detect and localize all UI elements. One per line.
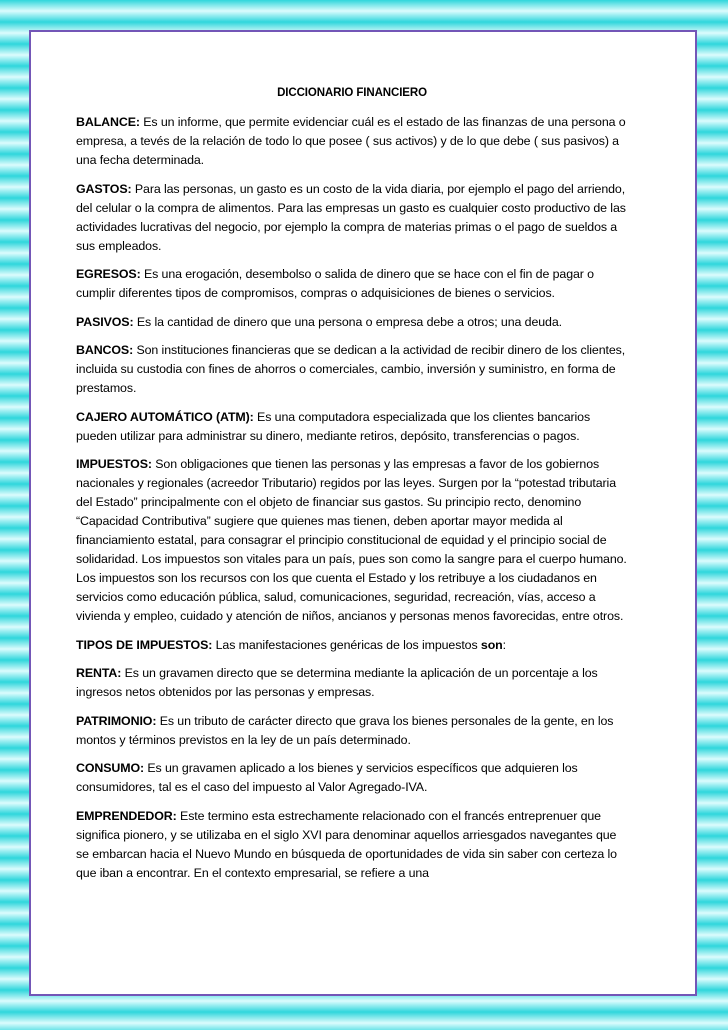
entry-renta (76, 664, 628, 702)
entry-definition: Son obligaciones que tienen las personas y las empresas a favor de los gobiernos nacionales y regionales (acreedor Tributario) regidos por las leyes. Surgen por la “potestad tributaria del Estado” principalmente con el objeto de financiar sus gastos. Su principio recto, denomino “Capacidad Contributiva” sugiere que quienes mas tienen, deben aportar mayor medida al financiamiento estatal, para consagrar el principio constitucional de equidad y el principio social de solidaridad. Los impuestos son vitales para un país, pues son como la sangre para el cuerpo humano. Los impuestos son los recursos con los que cuenta el Estado y los retribuye a los ciudadanos en servicios como educación pública, salud, comunicaciones, seguridad, recreación, vías, acceso a vivienda y empleo, cuidado y atención de niños, ancianos y personas menos favorecidas, entre otros. (76, 457, 627, 623)
entry-tipos-de-impuestos (76, 636, 628, 655)
entry-tail: : (502, 637, 506, 652)
entry-term: GASTOS: (76, 181, 132, 196)
entry-term: CAJERO AUTOMÁTICO (ATM): (76, 409, 254, 424)
entry-pasivos (76, 313, 628, 332)
entry-term: BANCOS: (76, 343, 134, 357)
entry-definition: Es una erogación, desembolso o salida de dinero que se hace con el fin de pagar o cumplir diferentes tipos de compromisos, compras o adquisiciones de bienes o servicios. (76, 267, 594, 300)
entry-definition: Las manifestaciones genéricas de los impuestos (212, 637, 481, 652)
entry-patrimonio (76, 712, 628, 750)
entry-bancos (76, 341, 628, 398)
entry-balance (76, 113, 628, 170)
entry-gastos (76, 180, 628, 256)
entry-term: BALANCE: (76, 115, 140, 129)
entry-definition: Es un tributo de carácter directo que grava los bienes personales de la gente, en los montos y términos previstos en la ley de un país determinado. (76, 713, 614, 747)
entry-definition: Para las personas, un gasto es un costo de la vida diaria, por ejemplo el pago del arriendo, del celular o la compra de alimentos. Para las empresas un gasto es cualquier costo productivo de las actividades lucrativas del negocio, por ejemplo la compra de materias primas o el pago de sueldos a sus empleados. (76, 181, 626, 253)
entry-definition: Es un gravamen aplicado a los bienes y servicios específicos que adquieren los consumidores, tal es el caso del impuesto al Valor Agregado-IVA. (76, 761, 578, 794)
entry-term: EMPRENDEDOR: (76, 808, 177, 823)
entry-egresos (76, 265, 628, 303)
document-body (76, 84, 628, 892)
entry-term: CONSUMO: (76, 761, 145, 775)
entry-cajero-automatico (76, 408, 628, 446)
document-title: DICCIONARIO FINANCIERO (277, 87, 427, 99)
entry-definition: Es un gravamen directo que se determina mediante la aplicación de un porcentaje a los ingresos netos obtenidos por las personas y empresas. (76, 666, 598, 699)
entry-definition: Es la cantidad de dinero que una persona o empresa debe a otros; una deuda. (133, 314, 562, 329)
entry-definition: Es una computadora especializada que los clientes bancarios pueden utilizar para administrar su dinero, mediante retiros, depósito, transferencias o pagos. (76, 409, 591, 443)
entry-term: PATRIMONIO: (76, 713, 157, 728)
entry-term: PASIVOS: (76, 314, 134, 329)
entry-emphasis: son (480, 637, 503, 652)
entry-term: RENTA: (76, 666, 122, 680)
entry-term: IMPUESTOS: (76, 457, 152, 471)
entry-consumo (76, 759, 628, 797)
entry-definition: Son instituciones financieras que se dedican a la actividad de recibir dinero de los clientes, incluida su custodia con fines de ahorros o comerciales, cambio, inversión y suministro, en forma de prestamos. (76, 343, 626, 395)
entry-impuestos (76, 455, 628, 626)
entry-term: TIPOS DE IMPUESTOS: (76, 637, 213, 652)
entry-term: EGRESOS: (76, 267, 141, 281)
entry-definition: Este termino esta estrechamente relacionado con el francés entreprenuer que significa pionero, y se utilizaba en el siglo XVI para denominar aquellos arriesgados navegantes que se embarcan hacia el Nuevo Mundo en búsqueda de oportunidades de vida sin saber con certeza lo que iban a encontrar. En el contexto empresarial, se refiere a una (76, 808, 617, 880)
entry-emprendedor (76, 807, 628, 883)
entry-definition: Es un informe, que permite evidenciar cuál es el estado de las finanzas de una persona o empresa, a tevés de la relación de todo lo que posee ( sus activos) y de lo que debe ( sus pasivos) a una fecha determinada. (76, 115, 626, 167)
